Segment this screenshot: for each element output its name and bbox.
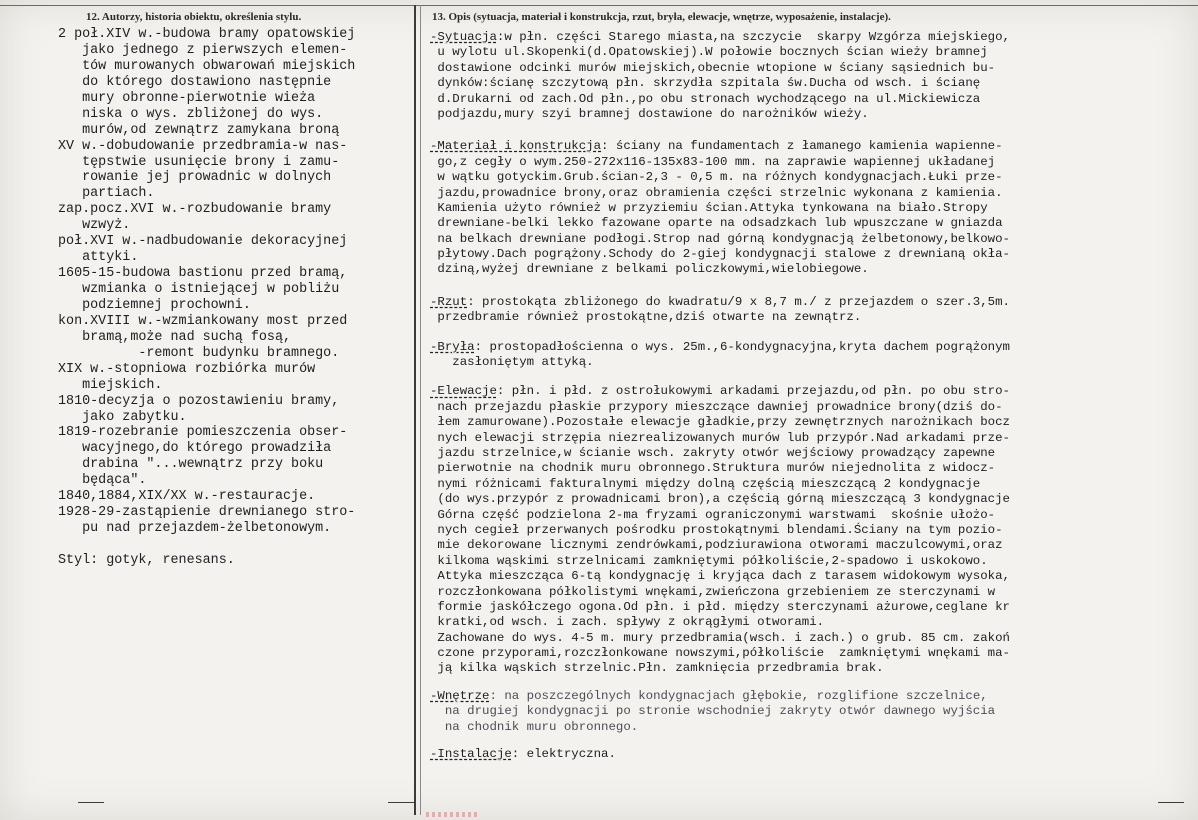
description-line xyxy=(430,384,1010,399)
description-line xyxy=(430,247,1010,262)
description-line xyxy=(430,139,1010,154)
description-line xyxy=(430,155,1010,170)
history-line: partiach. xyxy=(58,186,155,202)
history-line: -remont budynku bramnego. xyxy=(58,345,340,361)
section-text: :w płn. części Starego miasta,na szczycie skarpy Wzgórza miejskiego, xyxy=(496,30,1010,44)
section-text: pierwotnie na chodnik muru obronnego.Struktura murów niejednolita z widocz- xyxy=(430,461,996,476)
section-text: dynków:ścianę szczytową płn. skrzydła szpitala św.Ducha od wsch. i ścianę xyxy=(430,76,981,91)
section-label: -Wnętrze xyxy=(430,688,490,703)
history-line: 2 poł.XIV w.-budowa bramy opatowskiej xyxy=(58,27,356,42)
section-text: : elektryczna. xyxy=(511,747,616,762)
section-text: na chodnik muru obronnego. xyxy=(430,719,639,734)
description-line xyxy=(430,600,1010,615)
description-line xyxy=(430,30,1010,45)
section-text: : prostopadłościenna o wys. 25m.,6-kondygnacyjna,kryta dachem pogrążonym xyxy=(474,339,1010,354)
section-text: Górna część podzielona 2-ma fryzami ograniczonymi warstwami skośnie ułożo- xyxy=(430,507,996,522)
description-line xyxy=(430,569,1010,584)
footer-mark-left xyxy=(78,802,104,803)
history-line: XIX w.-stopniowa rozbiórka murów xyxy=(58,361,316,377)
section-text: jazdu strzelnice,w ścianie wsch. zakryty otwór wejściowy prowadzący zapewne xyxy=(430,445,996,460)
section-label: -Elewacje xyxy=(430,384,497,399)
footer-mark-right xyxy=(1158,802,1184,803)
history-line: miejskich. xyxy=(58,377,163,393)
section-text: (do wys.przypór z prowadnicami bron),a częścią górną mieszczącą 3 kondygnacje xyxy=(430,492,1010,507)
left-column-header: 12. Autorzy, historia obiektu, określenia stylu. xyxy=(86,11,302,23)
section-text: : na poszczególnych kondygnacjach głębokie, rozglifione szczelnice, xyxy=(489,688,988,703)
history-line: tów murowanych obwarowań miejskich xyxy=(58,58,356,74)
section-text: jazdu,prowadnice brony,oraz obramienia części strzelnic wykonana z kamienia. xyxy=(430,185,1003,200)
history-column xyxy=(58,27,355,569)
section-text: rozczłonkowana półkolistymi wnękami,zwieńczona grzebieniem ze sterczynami w xyxy=(430,584,996,599)
section-text: zasłoniętym attyką. xyxy=(430,355,594,370)
description-line xyxy=(430,340,1010,355)
section-text: nych elewacji strzępia niezrealizowanych murów lub przypór.Nad arkadami prze- xyxy=(430,430,1010,445)
description-line xyxy=(430,508,1010,523)
section-label: -Instalacje xyxy=(430,747,512,762)
section-gap xyxy=(430,370,1010,384)
history-line: 1819-rozebranie pomieszczenia obser- xyxy=(58,425,348,441)
section-label: -Bryła xyxy=(430,339,475,354)
description-column xyxy=(430,30,1010,762)
history-line xyxy=(58,537,355,553)
section-text: : ściany na fundamentach z łamanego kamienia wapienne- xyxy=(601,139,1003,154)
column-divider xyxy=(414,5,416,815)
description-line xyxy=(430,492,1010,507)
section-text: ją kilka wąskich strzelnic.Płn. zamknięcia przedbramia brak. xyxy=(430,661,884,676)
history-line: murów,od zewnątrz zamykana broną xyxy=(58,122,340,138)
description-line xyxy=(430,61,1010,76)
history-line: wacyjnego,do którego prowadziła xyxy=(58,441,332,457)
history-line: jako zabytku. xyxy=(58,409,187,425)
section-text: kratki,od wsch. i zach. spływy z okrągłymi otworami. xyxy=(430,615,825,630)
section-text: łem zamurowane).Pozostałe elewacje gładkie,przy zewnętrznych narożnikach bocz xyxy=(430,415,1010,430)
top-rule xyxy=(0,5,1198,6)
history-line: attyki. xyxy=(58,250,139,266)
description-line xyxy=(430,720,1010,735)
history-line: XV w.-dobudowanie przedbramia-w nas- xyxy=(58,138,348,154)
section-text: na drugiej kondygnacji po stronie wschodniej zakryty otwór dawnego wyjścia xyxy=(430,704,996,719)
description-line xyxy=(430,523,1010,538)
history-line: poł.XVI w.-nadbudowanie dekoracyjnej xyxy=(58,234,348,250)
section-text: u wylotu ul.Skopenki(d.Opatowskiej).W połowie bocznych ścian wieży bramnej xyxy=(430,45,988,60)
history-line: Styl: gotyk, renesans. xyxy=(58,552,235,568)
section-text: nych cegieł przerwanych pośrodku prostokątnymi blendami.Ściany na tym pozio- xyxy=(430,522,1003,537)
description-line xyxy=(430,45,1010,60)
history-line: jako jednego z pierwszych elemen- xyxy=(58,42,348,58)
description-line xyxy=(430,107,1010,122)
description-line xyxy=(430,646,1010,661)
section-text: drewniane-belki lekko fazowane oparte na odsadzkach lub wpuszczane w gniazda xyxy=(430,216,1003,231)
red-stamp-fragment xyxy=(426,812,478,817)
footer-mark-mid xyxy=(388,802,414,803)
description-line xyxy=(430,477,1010,492)
column-divider-thin xyxy=(420,5,421,815)
history-line: 1928-29-zastąpienie drewnianego stro- xyxy=(58,505,356,521)
description-line xyxy=(430,232,1010,247)
section-text: d.Drukarni od zach.Od płn.,po obu stronach wychodzącego na ul.Mickiewicza xyxy=(430,91,981,106)
section-text: przedbramie również prostokątne,dziś otwarte na zewnątrz. xyxy=(430,310,862,325)
section-text: Attyka mieszcząca 6-tą kondygnację i kryjąca dach z tarasem widokowym wysoka, xyxy=(430,569,1010,584)
section-gap xyxy=(430,122,1010,139)
description-line xyxy=(430,554,1010,569)
section-text: płytowy.Dach pogrążony.Schody do 2-giej kondygnacji stalowe z drewnianą okła- xyxy=(430,247,1010,262)
section-label: -Materiał i konstrukcja xyxy=(430,139,602,154)
description-line xyxy=(430,76,1010,91)
section-text: w wątku gotyckim.Grub.ścian-2,3 - 0,5 m. na różnych kondygnacjach.Łuki prze- xyxy=(430,170,1003,185)
history-line: zap.pocz.XVI w.-rozbudowanie bramy xyxy=(58,202,332,218)
description-line xyxy=(430,747,1010,762)
description-line xyxy=(430,170,1010,185)
history-line: rowanie jej prowadnic w dolnych xyxy=(58,170,332,186)
description-line xyxy=(430,431,1010,446)
description-line xyxy=(430,631,1010,646)
description-line xyxy=(430,661,1010,676)
history-line: wzwyż. xyxy=(58,218,131,234)
history-line: 1810-decyzja o pozostawieniu bramy, xyxy=(58,393,340,409)
section-label: -Rzut xyxy=(430,294,468,309)
description-line xyxy=(430,355,1010,370)
history-line: kon.XVIII w.-wzmiankowany most przed xyxy=(58,313,348,329)
section-text: kilkoma wąskimi strzelnicami zamkniętymi półkoliście,2-spadowo i uskokowo. xyxy=(430,553,988,568)
section-text: nymi różnicami fakturalnymi między dolną częścią mieszczącą 2 kondygnacje xyxy=(430,476,981,491)
history-line: będąca". xyxy=(58,473,147,489)
history-line: podziemnej prochowni. xyxy=(58,297,251,313)
history-line: drabina "...wewnątrz przy boku xyxy=(58,457,324,473)
section-gap xyxy=(430,735,1010,747)
section-text: : prostokąta zbliżonego do kwadratu/9 x 8,7 m./ z przejazdem o szer.3,5m. xyxy=(467,294,1010,309)
description-line xyxy=(430,615,1010,630)
section-text: nach przejazdu płaskie przypory mieszczące dawniej prowadnice brony(dziś do- xyxy=(430,399,1003,414)
section-gap xyxy=(430,677,1010,689)
section-text: czone przyporami,rozczłonkowane nowszymi,półkoliście zamkniętymi wnękami ma- xyxy=(430,646,1010,661)
description-line xyxy=(430,201,1010,216)
section-text: na belkach drewniane podłogi.Strop nad górną kondygnacją żelbetonowy,belkowo- xyxy=(430,231,1010,246)
description-line xyxy=(430,415,1010,430)
description-line xyxy=(430,400,1010,415)
description-line xyxy=(430,262,1010,277)
section-label: -Sytuacja xyxy=(430,30,497,44)
right-column-header: 13. Opis (sytuacja, materiał i konstrukcja, rzut, bryła, elewacje, wnętrze, wyposażenie, instalacje). xyxy=(432,11,891,23)
history-line: niska o wys. zbliżonej do wys. xyxy=(58,106,324,122)
section-text: dostawione odcinki murów miejskich,obecnie wtopione w ściany sąsiednich bu- xyxy=(430,60,996,75)
description-line xyxy=(430,704,1010,719)
description-line xyxy=(430,585,1010,600)
description-line xyxy=(430,310,1010,325)
section-text: Kamienia użyto również w przyziemiu ścian.Attyka tynkowana na biało.Stropy xyxy=(430,200,988,215)
description-line xyxy=(430,186,1010,201)
history-line: mury obronne-pierwotnie wieża xyxy=(58,90,316,106)
section-text: Zachowane do wys. 4-5 m. mury przedbramia(wsch. i zach.) o grub. 85 cm. zakoń xyxy=(430,630,1010,645)
section-text: podjazdu,mury szyi bramnej dostawione do narożników wieży. xyxy=(430,106,869,121)
section-text: go,z cegły o wym.250-272x116-135x83-100 mm. na zaprawie wapiennej układanej xyxy=(430,154,996,169)
description-line xyxy=(430,446,1010,461)
description-line xyxy=(430,295,1010,310)
history-line: bramą,może nad suchą fosą, xyxy=(58,329,292,345)
description-line xyxy=(430,461,1010,476)
section-gap xyxy=(430,278,1010,295)
description-line xyxy=(430,689,1010,704)
section-text: mie dekorowane licznymi zendrówkami,podziurawiona otworami maczulcowymi,oraz xyxy=(430,538,1003,553)
history-line: wzmianka o istniejącej w pobliżu xyxy=(58,282,340,297)
section-text: dziną,wyżej drewniane z belkami policzkowymi,wielobiegowe. xyxy=(430,262,869,277)
history-line: pu nad przejazdem-żelbetonowym. xyxy=(58,521,332,537)
section-text: : płn. i płd. z ostrołukowymi arkadami przejazdu,od płn. po obu stro- xyxy=(496,384,1010,399)
history-line: 1840,1884,XIX/XX w.-restauracje. xyxy=(58,489,316,505)
history-line: 1605-15-budowa bastionu przed bramą, xyxy=(58,266,348,282)
section-text: formie jaskółczego ogona.Od płn. i płd. między sterczynami ażurowe,ceglane kr xyxy=(430,599,1010,614)
history-line: do którego dostawiono następnie xyxy=(58,74,332,90)
description-line xyxy=(430,216,1010,231)
description-line xyxy=(430,92,1010,107)
section-gap xyxy=(430,326,1010,340)
description-line xyxy=(430,538,1010,553)
history-line: tępstwie usunięcie brony i zamu- xyxy=(58,154,340,170)
